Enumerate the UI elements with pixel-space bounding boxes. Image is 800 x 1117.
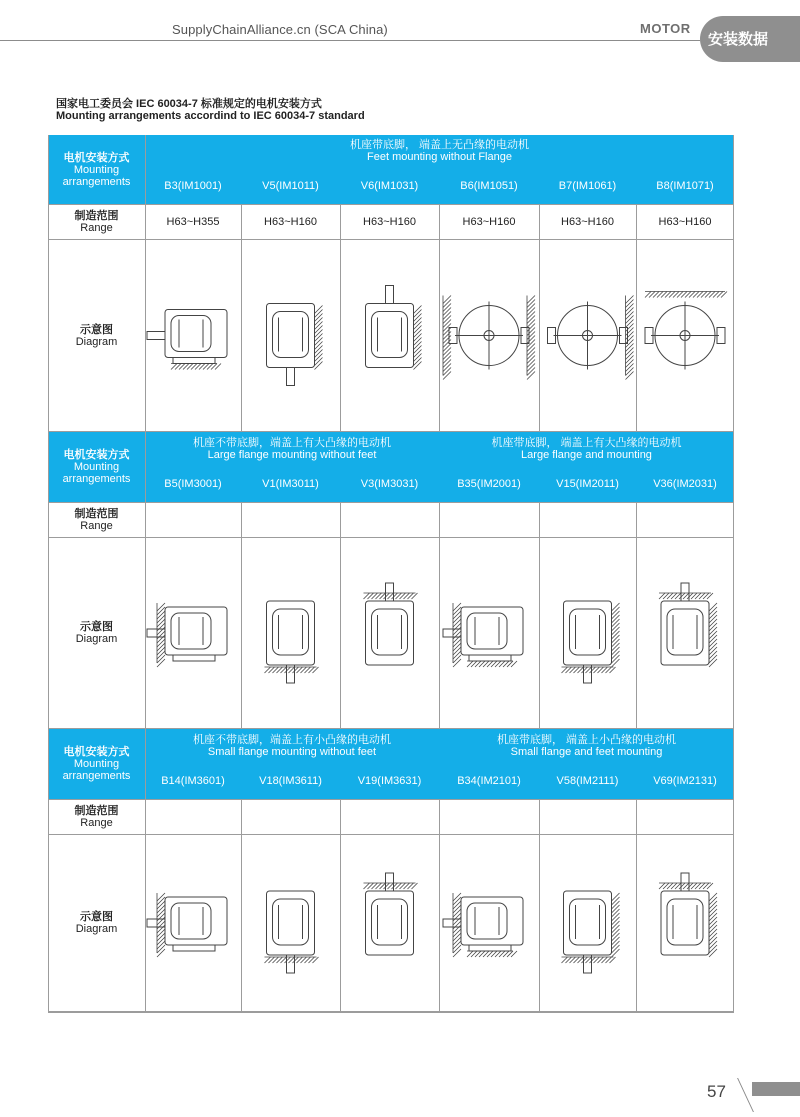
diagram-label: [48, 537, 145, 729]
range-text: H63~H160: [264, 215, 317, 228]
col-rule: [733, 204, 734, 432]
col-rule: [145, 204, 146, 432]
col-rule: [340, 799, 341, 1012]
range-value: [439, 204, 539, 239]
range-value: [439, 799, 539, 834]
row-rule: [48, 799, 734, 800]
range-value: [241, 502, 340, 537]
mount-code-label: V3(IM3031): [360, 478, 419, 490]
mount-code-label: V15(IM2011): [556, 478, 619, 490]
mount-code: [439, 167, 539, 204]
range-value: [340, 204, 439, 239]
col-rule: [733, 799, 734, 1012]
diagram-label-en: Diagram: [75, 633, 118, 645]
group-header: [439, 432, 734, 466]
col-rule: [439, 799, 440, 1012]
page-bar: [752, 1082, 800, 1096]
mount-code-label: B8(IM1071): [656, 179, 714, 192]
mounting-table: [48, 135, 734, 1012]
diagram-label-zh: 示意图: [80, 621, 113, 633]
row-rule: [48, 502, 734, 503]
mount-diagram: [539, 834, 636, 1012]
mount-diagram-svg: [539, 834, 636, 1012]
mount-code: [241, 763, 340, 799]
group-header: [145, 729, 439, 763]
row-rule: [48, 239, 734, 240]
row-rule: [48, 834, 734, 835]
diagram-label-en: Diagram: [75, 335, 118, 348]
mount-code: [340, 167, 439, 204]
mount-code: [539, 763, 636, 799]
range-text: H63~H160: [462, 215, 516, 228]
col-rule: [241, 502, 242, 729]
range-value: [340, 502, 439, 537]
diagram-label: [48, 834, 145, 1012]
col-rule: [241, 799, 242, 1012]
col-rule: [48, 432, 49, 502]
mount-diagram: [439, 537, 539, 729]
mount-diagram: [340, 834, 439, 1012]
mount-label-en: Mounting arrangements: [62, 163, 131, 188]
range-text: H63~H160: [363, 215, 416, 228]
mount-diagram-svg: [636, 537, 734, 729]
col-rule: [48, 502, 49, 729]
mount-code-label: B35(IM2001): [457, 478, 521, 490]
mount-code: [241, 466, 340, 502]
mount-diagram: [636, 239, 734, 432]
mount-code-label: V69(IM2131): [653, 775, 717, 787]
range-value: [241, 204, 340, 239]
col-rule: [636, 204, 637, 432]
mount-label-en: Mounting arrangements: [62, 758, 131, 782]
mount-code: [241, 167, 340, 204]
mount-diagram-svg: [145, 834, 241, 1012]
mount-code-label: B5(IM3001): [164, 478, 222, 490]
site-name: SupplyChainAlliance.cn (SCA China): [172, 22, 388, 37]
mount-diagram-svg: [241, 834, 340, 1012]
mount-code: [340, 466, 439, 502]
group-title-zh: 机座不带底脚，端盖上有大凸缘的电动机: [193, 437, 391, 449]
diagram-label-zh: 示意图: [80, 911, 113, 923]
range-value: [539, 799, 636, 834]
col-rule: [145, 799, 146, 1012]
mount-code: [539, 466, 636, 502]
mount-diagram: [636, 834, 734, 1012]
mount-code-label: B6(IM1051): [460, 179, 518, 192]
group-header: [439, 729, 734, 763]
mount-code-label: V18(IM3611): [259, 775, 322, 787]
mount-code: [636, 167, 734, 204]
mount-diagram-svg: [539, 537, 636, 729]
range-label-zh: 制造范围: [74, 209, 119, 222]
mount-diagram: [340, 239, 439, 432]
mount-code: [145, 167, 241, 204]
mount-code-label: V1(IM3011): [262, 478, 319, 490]
group-title-en: Large flange and mounting: [521, 449, 652, 461]
section-tab: 安装数据: [700, 16, 800, 62]
col-rule: [48, 135, 49, 204]
range-label: [48, 799, 145, 834]
diagram-label: [48, 239, 145, 432]
row-rule: [48, 204, 734, 205]
mount-diagram: [145, 834, 241, 1012]
mount-label: [48, 432, 145, 502]
col-rule: [340, 502, 341, 729]
col-rule: [48, 204, 49, 432]
group-title-en: Small flange mounting without feet: [207, 746, 377, 758]
range-value: [145, 204, 241, 239]
mount-code-label: B34(IM2101): [457, 775, 521, 787]
range-text: H63~H160: [561, 215, 614, 228]
col-rule: [340, 204, 341, 432]
group-title-zh: 机座带底脚， 端盖上小凸缘的电动机: [496, 734, 677, 746]
range-value: [340, 799, 439, 834]
col-rule: [48, 729, 49, 799]
mount-diagram-svg: [340, 537, 439, 729]
group-title-zh: 机座带底脚， 端盖上有大凸缘的电动机: [491, 437, 682, 449]
col-rule: [145, 135, 146, 204]
group-title-en: Feet mounting without Flange: [367, 151, 512, 163]
col-rule: [733, 502, 734, 729]
header-rule: [0, 40, 700, 41]
mount-label: [48, 135, 145, 204]
mount-code: [145, 466, 241, 502]
mount-diagram: [636, 537, 734, 729]
col-rule: [439, 204, 440, 432]
col-rule: [145, 729, 146, 799]
mount-code-label: V6(IM1031): [360, 179, 419, 192]
mount-code: [439, 466, 539, 502]
range-label-zh: 制造范围: [74, 507, 119, 520]
heading-en: Mounting arrangements accordind to IEC 60034-7 standard: [56, 110, 365, 122]
mount-diagram: [241, 834, 340, 1012]
col-rule: [539, 502, 540, 729]
mount-label-zh: 电机安装方式: [63, 151, 130, 164]
mount-diagram: [340, 537, 439, 729]
mount-code-label: B14(IM3601): [161, 775, 225, 787]
mount-diagram-svg: [636, 239, 734, 432]
range-label: [48, 502, 145, 537]
diagram-label-zh: 示意图: [80, 323, 113, 336]
col-rule: [733, 729, 734, 799]
mount-diagram-svg: [340, 239, 439, 432]
range-label-en: Range: [80, 519, 113, 532]
group-header: [145, 135, 734, 167]
mount-label: [48, 729, 145, 799]
range-value: [145, 799, 241, 834]
mount-diagram-svg: [439, 239, 539, 432]
range-value: [539, 502, 636, 537]
mount-diagram: [439, 834, 539, 1012]
mount-label-zh: 电机安装方式: [63, 746, 130, 758]
page-number: 57: [707, 1082, 726, 1101]
range-value: [636, 204, 734, 239]
col-rule: [636, 502, 637, 729]
mount-code-label: V19(IM3631): [357, 775, 422, 787]
mount-code: [340, 763, 439, 799]
mount-diagram-svg: [636, 834, 734, 1012]
range-label: [48, 204, 145, 239]
mount-diagram: [145, 537, 241, 729]
mount-diagram-svg: [241, 239, 340, 432]
range-label-zh: 制造范围: [74, 804, 119, 817]
mount-diagram-svg: [439, 834, 539, 1012]
mount-code-label: V5(IM1011): [262, 179, 319, 192]
mount-diagram-svg: [340, 834, 439, 1012]
col-rule: [48, 799, 49, 1012]
mount-code: [539, 167, 636, 204]
range-value: [636, 502, 734, 537]
mount-code: [145, 763, 241, 799]
range-value: [439, 502, 539, 537]
col-rule: [439, 502, 440, 729]
mount-diagram: [539, 537, 636, 729]
diagram-label-en: Diagram: [75, 923, 118, 935]
range-value: [241, 799, 340, 834]
col-rule: [145, 502, 146, 729]
group-title-en: Small flange and feet mounting: [510, 746, 663, 758]
category-label: MOTOR: [640, 21, 691, 36]
range-text: H63~H355: [166, 215, 220, 228]
mount-diagram-svg: [241, 537, 340, 729]
mount-code: [636, 763, 734, 799]
range-label-en: Range: [80, 816, 113, 829]
mount-diagram-svg: [145, 537, 241, 729]
mount-diagram: [145, 239, 241, 432]
range-value: [539, 204, 636, 239]
col-rule: [539, 204, 540, 432]
range-value: [636, 799, 734, 834]
mount-diagram-svg: [439, 537, 539, 729]
range-label-en: Range: [80, 221, 113, 234]
mount-code-label: V36(IM2031): [653, 478, 717, 490]
mount-code: [439, 763, 539, 799]
table-bottom-rule: [48, 1012, 734, 1013]
mount-code-label: B3(IM1001): [164, 179, 222, 192]
mount-diagram: [539, 239, 636, 432]
col-rule: [636, 799, 637, 1012]
row-rule: [48, 537, 734, 538]
col-rule: [733, 135, 734, 204]
mount-diagram-svg: [145, 239, 241, 432]
col-rule: [539, 799, 540, 1012]
mount-code: [636, 466, 734, 502]
mount-diagram: [241, 537, 340, 729]
mount-label-zh: 电机安装方式: [63, 449, 130, 461]
mount-diagram: [241, 239, 340, 432]
mount-label-en: Mounting arrangements: [62, 461, 131, 485]
col-rule: [241, 204, 242, 432]
group-title-en: Large flange mounting without feet: [207, 449, 377, 461]
heading-zh: 国家电工委员会 IEC 60034-7 标准规定的电机安装方式: [56, 98, 322, 110]
group-title-zh: 机座不带底脚，端盖上有小凸缘的电动机: [193, 734, 391, 746]
mount-code-label: B7(IM1061): [558, 179, 617, 192]
range-text: H63~H160: [658, 215, 712, 228]
group-header: [145, 432, 439, 466]
range-value: [145, 502, 241, 537]
mount-diagram: [439, 239, 539, 432]
page-heading: [56, 98, 365, 122]
col-rule: [145, 432, 146, 502]
mount-diagram-svg: [539, 239, 636, 432]
col-rule: [733, 432, 734, 502]
group-title-zh: 机座带底脚， 端盖上无凸缘的电动机: [349, 139, 530, 151]
mount-code-label: V58(IM2111): [556, 775, 619, 787]
